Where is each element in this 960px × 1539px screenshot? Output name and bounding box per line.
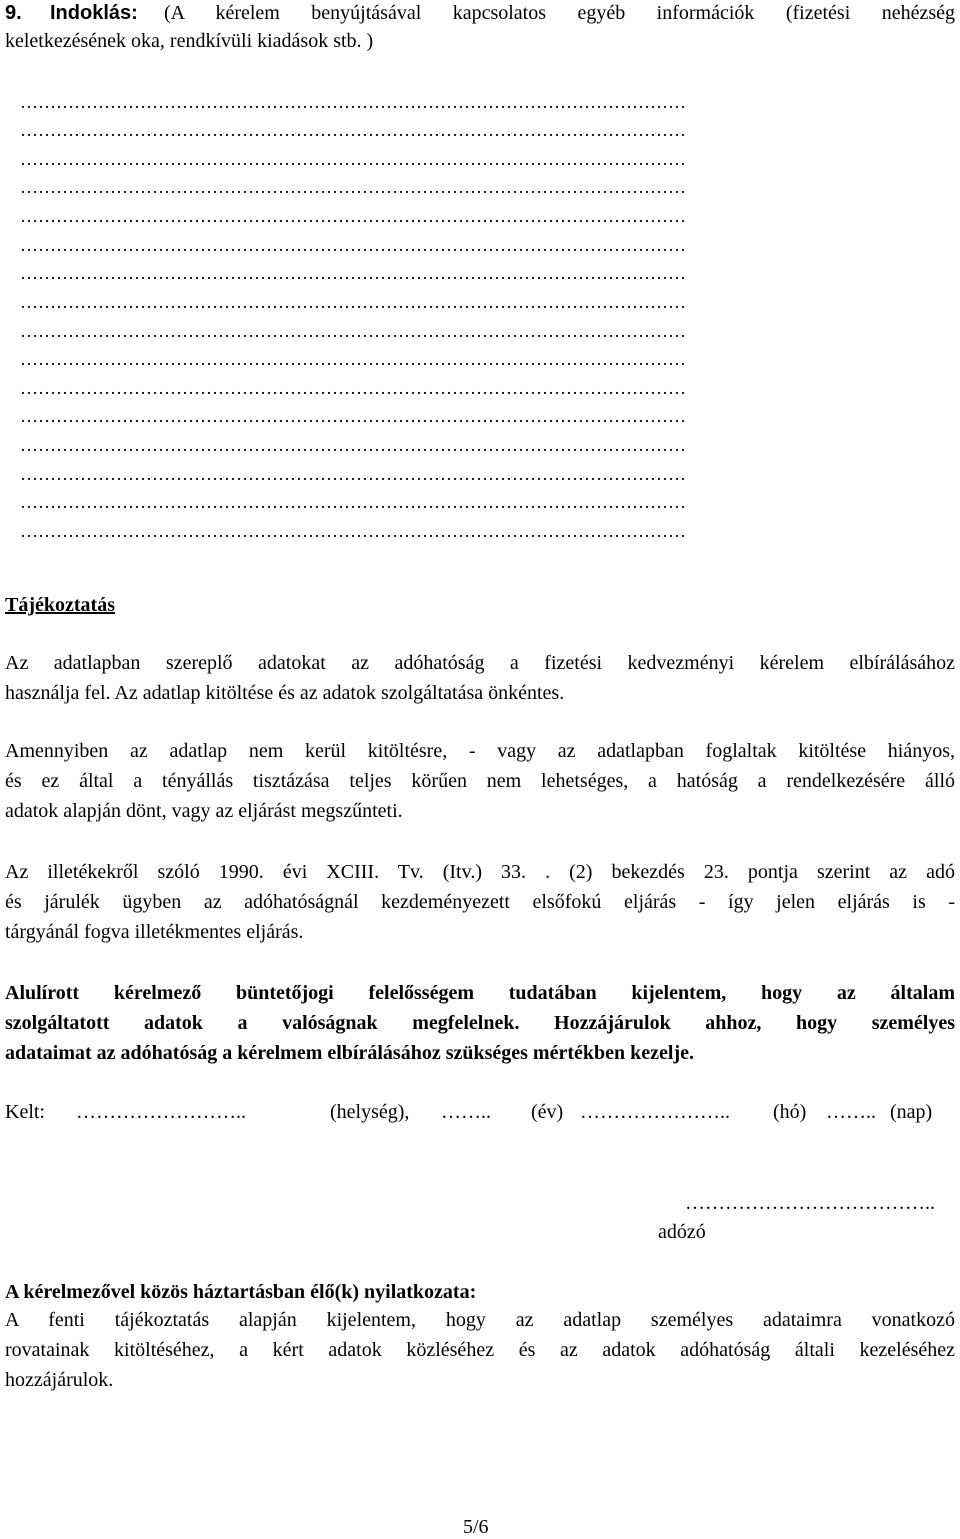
info-p1-line: Az adatlapban szereplő adatokat az adóhatóság a fizetési kedvezményi kérelem elbírálásához (5, 652, 955, 674)
kelt-year-label: (év) (531, 1101, 564, 1123)
declaration-line: adataimat az adóhatóság a kérelmem elbírálásához szükséges mértékben kezelje. (5, 1042, 694, 1064)
kelt-month-label: (hó) (773, 1101, 807, 1123)
signature-line[interactable]: ……………………………….. (685, 1192, 935, 1214)
kelt-day-field[interactable]: …….. (826, 1101, 876, 1123)
dotted-line: ………………………………………………………………………………………………… (20, 464, 686, 484)
info-p2-line: és ez által a tényállás tisztázása teljes körűen nem lehetséges, a hatóság a rendelkezésére álló (5, 770, 955, 792)
page-number: 5/6 (463, 1516, 489, 1538)
dotted-line: ………………………………………………………………………………………………… (20, 206, 686, 226)
household-line: hozzájárulok. (5, 1369, 114, 1391)
declaration-line: szolgáltatott adatok a valóságnak megfelelnek. Hozzájárulok ahhoz, hogy személyes (5, 1012, 955, 1034)
dotted-line: ………………………………………………………………………………………………… (20, 263, 686, 283)
household-title: A kérelmezővel közös háztartásban élő(k) nyilatkozata: (5, 1281, 477, 1303)
info-p2-line: adatok alapján dönt, vagy az eljárást megszűnteti. (5, 800, 403, 822)
dotted-line: ………………………………………………………………………………………………… (20, 92, 686, 112)
info-title: Tájékoztatás (5, 594, 115, 616)
info-p3-line: és járulék ügyben az adóhatóságnál kezdeményezett elsőfokú eljárás - így jelen eljárás is - (5, 891, 955, 913)
kelt-day-label: (nap) (890, 1101, 933, 1123)
info-p3-line: tárgyánál fogva illetékmentes eljárás. (5, 921, 304, 943)
dotted-line: ………………………………………………………………………………………………… (20, 521, 686, 541)
dotted-line: ………………………………………………………………………………………………… (20, 177, 686, 197)
dotted-line: ………………………………………………………………………………………………… (20, 149, 686, 169)
kelt-place-label: (helység), (330, 1101, 410, 1123)
dotted-line: ………………………………………………………………………………………………… (20, 349, 686, 369)
household-line: A fenti tájékoztatás alapján kijelentem, hogy az adatlap személyes adataimra vonatkozó (5, 1309, 955, 1331)
info-p3-line: Az illetékekről szóló 1990. évi XCIII. Tv. (Itv.) 33. . (2) bekezdés 23. pontja szerint az adó (5, 861, 955, 883)
section-heading: Indoklás: (50, 2, 138, 24)
kelt-place-field[interactable]: …………………….. (76, 1101, 246, 1123)
section-heading-rest: (A kérelem benyújtásával kapcsolatos egyéb információk (fizetési nehézség (164, 2, 955, 24)
dotted-line: ………………………………………………………………………………………………… (20, 435, 686, 455)
kelt-month-field[interactable]: ………………….. (580, 1101, 730, 1123)
dotted-line: ………………………………………………………………………………………………… (20, 235, 686, 255)
declaration-line: Alulírott kérelmező büntetőjogi felelősségem tudatában kijelentem, hogy az általam (5, 982, 955, 1004)
section-heading-line2: keletkezésének oka, rendkívüli kiadások stb. ) (5, 30, 374, 52)
info-p2-line: Amennyiben az adatlap nem kerül kitöltésre, - vagy az adatlapban foglaltak kitöltése hiányos, (5, 740, 955, 762)
dotted-line: ………………………………………………………………………………………………… (20, 492, 686, 512)
info-p1-line: használja fel. Az adatlap kitöltése és az adatok szolgáltatása önkéntes. (5, 682, 565, 704)
signature-label: adózó (658, 1221, 706, 1243)
dotted-line: ………………………………………………………………………………………………… (20, 321, 686, 341)
dotted-line: ………………………………………………………………………………………………… (20, 120, 686, 140)
dotted-line: ………………………………………………………………………………………………… (20, 406, 686, 426)
section-number: 9. (5, 2, 22, 24)
dotted-line: ………………………………………………………………………………………………… (20, 378, 686, 398)
kelt-year-field[interactable]: …….. (441, 1101, 491, 1123)
kelt-label: Kelt: (5, 1101, 45, 1123)
household-line: rovatainak kitöltéséhez, a kért adatok közléséhez és az adatok adóhatóság általi kezeléséhez (5, 1339, 955, 1361)
dotted-line: ………………………………………………………………………………………………… (20, 292, 686, 312)
